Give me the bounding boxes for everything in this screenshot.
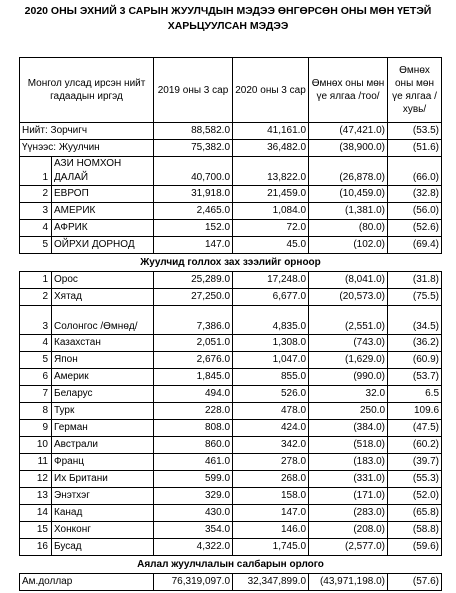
value-2019: 599.0 bbox=[154, 471, 233, 488]
row-label: Беларус bbox=[52, 386, 154, 403]
value-2019: 25,289.0 bbox=[154, 272, 233, 289]
value-percent: (34.5) bbox=[388, 306, 442, 335]
value-percent: (69.4) bbox=[388, 237, 442, 254]
value-percent: (59.6) bbox=[388, 539, 442, 556]
row-index: 4 bbox=[20, 335, 52, 352]
value-2020: 424.0 bbox=[233, 420, 309, 437]
country-row bbox=[20, 488, 442, 505]
value-2020: 158.0 bbox=[233, 488, 309, 505]
region-row bbox=[20, 157, 442, 186]
section-income bbox=[20, 556, 442, 574]
report-title bbox=[0, 0, 456, 38]
value-2019: 4,322.0 bbox=[154, 539, 233, 556]
row-label: Ам.доллар bbox=[20, 574, 154, 591]
row-label: Солонгос /Өмнөд/ bbox=[52, 306, 154, 335]
value-diff: (1,629.0) bbox=[309, 352, 388, 369]
value-diff: 32.0 bbox=[309, 386, 388, 403]
row-index: 7 bbox=[20, 386, 52, 403]
value-percent: (36.2) bbox=[388, 335, 442, 352]
row-label: Бусад bbox=[52, 539, 154, 556]
value-diff: (183.0) bbox=[309, 454, 388, 471]
value-diff: (171.0) bbox=[309, 488, 388, 505]
row-label: Үүнээс: Жуулчин bbox=[20, 140, 154, 157]
row-index: 11 bbox=[20, 454, 52, 471]
row-label: Энэтхэг bbox=[52, 488, 154, 505]
row-index: 9 bbox=[20, 420, 52, 437]
value-2020: 146.0 bbox=[233, 522, 309, 539]
value-diff: (38,900.0) bbox=[309, 140, 388, 157]
value-2019: 2,676.0 bbox=[154, 352, 233, 369]
row-index: 3 bbox=[20, 203, 52, 220]
value-2019: 2,465.0 bbox=[154, 203, 233, 220]
row-index: 8 bbox=[20, 403, 52, 420]
value-2020: 13,822.0 bbox=[233, 157, 309, 186]
value-2019: 860.0 bbox=[154, 437, 233, 454]
value-diff: (20,573.0) bbox=[309, 289, 388, 306]
row-label: Канад bbox=[52, 505, 154, 522]
row-label: Казахстан bbox=[52, 335, 154, 352]
value-2020: 268.0 bbox=[233, 471, 309, 488]
section-countries bbox=[20, 254, 442, 272]
value-diff: 250.0 bbox=[309, 403, 388, 420]
row-index: 5 bbox=[20, 237, 52, 254]
country-row bbox=[20, 471, 442, 488]
income-row bbox=[20, 574, 442, 591]
country-row bbox=[20, 289, 442, 306]
value-percent: (75.5) bbox=[388, 289, 442, 306]
row-label: Турк bbox=[52, 403, 154, 420]
value-percent: (53.5) bbox=[388, 123, 442, 140]
value-2020: 1,308.0 bbox=[233, 335, 309, 352]
value-2020: 1,745.0 bbox=[233, 539, 309, 556]
value-percent: (52.0) bbox=[388, 488, 442, 505]
row-index: 15 bbox=[20, 522, 52, 539]
value-2020: 278.0 bbox=[233, 454, 309, 471]
value-2019: 2,051.0 bbox=[154, 335, 233, 352]
region-row bbox=[20, 186, 442, 203]
region-row bbox=[20, 237, 442, 254]
value-percent: (39.7) bbox=[388, 454, 442, 471]
country-row bbox=[20, 403, 442, 420]
value-2020: 36,482.0 bbox=[233, 140, 309, 157]
value-diff: (102.0) bbox=[309, 237, 388, 254]
row-label: Хятад bbox=[52, 289, 154, 306]
row-label: Япон bbox=[52, 352, 154, 369]
value-diff: (331.0) bbox=[309, 471, 388, 488]
value-2020: 21,459.0 bbox=[233, 186, 309, 203]
value-2020: 45.0 bbox=[233, 237, 309, 254]
value-2019: 7,386.0 bbox=[154, 306, 233, 335]
region-row bbox=[20, 203, 442, 220]
row-index: 12 bbox=[20, 471, 52, 488]
value-diff: (283.0) bbox=[309, 505, 388, 522]
region-row bbox=[20, 220, 442, 237]
header-2019: 2019 оны 3 сар bbox=[154, 58, 233, 123]
row-label: Хонконг bbox=[52, 522, 154, 539]
value-diff: (518.0) bbox=[309, 437, 388, 454]
row-index: 10 bbox=[20, 437, 52, 454]
value-2020: 1,084.0 bbox=[233, 203, 309, 220]
row-label: Их Британи bbox=[52, 471, 154, 488]
table-body bbox=[20, 123, 442, 591]
value-percent: (55.3) bbox=[388, 471, 442, 488]
value-2019: 27,250.0 bbox=[154, 289, 233, 306]
row-label: Орос bbox=[52, 272, 154, 289]
section-title: Аялал жуулчлалын салбарын орлого bbox=[20, 556, 442, 574]
total-row bbox=[20, 140, 442, 157]
value-percent: (56.0) bbox=[388, 203, 442, 220]
value-2019: 228.0 bbox=[154, 403, 233, 420]
value-diff: (2,551.0) bbox=[309, 306, 388, 335]
total-row bbox=[20, 123, 442, 140]
value-percent: 109.6 bbox=[388, 403, 442, 420]
row-label: Нийт: Зорчигч bbox=[20, 123, 154, 140]
tourism-table bbox=[19, 57, 442, 591]
row-index: 16 bbox=[20, 539, 52, 556]
value-2019: 75,382.0 bbox=[154, 140, 233, 157]
row-index: 14 bbox=[20, 505, 52, 522]
value-2020: 526.0 bbox=[233, 386, 309, 403]
header-label: Монгол улсад ирсэн нийт гадаадын иргэд bbox=[20, 58, 154, 123]
value-diff: (208.0) bbox=[309, 522, 388, 539]
value-percent: (51.6) bbox=[388, 140, 442, 157]
value-2020: 478.0 bbox=[233, 403, 309, 420]
country-row bbox=[20, 335, 442, 352]
value-diff: (8,041.0) bbox=[309, 272, 388, 289]
country-row bbox=[20, 420, 442, 437]
value-2020: 6,677.0 bbox=[233, 289, 309, 306]
value-2019: 31,918.0 bbox=[154, 186, 233, 203]
value-percent: (66.0) bbox=[388, 157, 442, 186]
row-index: 6 bbox=[20, 369, 52, 386]
row-index: 1 bbox=[20, 272, 52, 289]
value-2020: 32,347,899.0 bbox=[233, 574, 309, 591]
value-2020: 41,161.0 bbox=[233, 123, 309, 140]
row-index: 3 bbox=[20, 306, 52, 335]
row-label: Герман bbox=[52, 420, 154, 437]
row-label: АМЕРИК bbox=[52, 203, 154, 220]
row-label: АФРИК bbox=[52, 220, 154, 237]
value-diff: (26,878.0) bbox=[309, 157, 388, 186]
value-2019: 1,845.0 bbox=[154, 369, 233, 386]
title-line-2: ХАРЬЦУУЛСАН МЭДЭЭ bbox=[167, 20, 289, 32]
value-2019: 329.0 bbox=[154, 488, 233, 505]
country-row bbox=[20, 539, 442, 556]
row-label: ЕВРОП bbox=[52, 186, 154, 203]
value-2020: 1,047.0 bbox=[233, 352, 309, 369]
value-2020: 72.0 bbox=[233, 220, 309, 237]
country-row bbox=[20, 386, 442, 403]
value-percent: 6.5 bbox=[388, 386, 442, 403]
country-row bbox=[20, 522, 442, 539]
value-2019: 808.0 bbox=[154, 420, 233, 437]
value-2019: 461.0 bbox=[154, 454, 233, 471]
row-label: Франц bbox=[52, 454, 154, 471]
section-title: Жуулчид голлох зах зээлийг орноор bbox=[20, 254, 442, 272]
value-2020: 147.0 bbox=[233, 505, 309, 522]
header-row bbox=[20, 58, 442, 123]
row-label: Австрали bbox=[52, 437, 154, 454]
row-index: 2 bbox=[20, 186, 52, 203]
title-line-1: 2020 ОНЫ ЭХНИЙ 3 САРЫН ЖУУЛЧДЫН МЭДЭЭ ӨНГӨРСӨН ОНЫ МӨН ҮЕТЭЙ bbox=[24, 5, 432, 17]
value-percent: (58.8) bbox=[388, 522, 442, 539]
value-percent: (65.8) bbox=[388, 505, 442, 522]
row-index: 4 bbox=[20, 220, 52, 237]
value-percent: (60.9) bbox=[388, 352, 442, 369]
header-diff-count: Өмнөх оны мөн үе ялгаа /тоо/ bbox=[309, 58, 388, 123]
value-percent: (47.5) bbox=[388, 420, 442, 437]
value-diff: (80.0) bbox=[309, 220, 388, 237]
value-2019: 494.0 bbox=[154, 386, 233, 403]
row-label: Америк bbox=[52, 369, 154, 386]
value-2019: 76,319,097.0 bbox=[154, 574, 233, 591]
value-2019: 147.0 bbox=[154, 237, 233, 254]
value-2019: 40,700.0 bbox=[154, 157, 233, 186]
value-percent: (52.6) bbox=[388, 220, 442, 237]
row-index: 5 bbox=[20, 352, 52, 369]
value-diff: (47,421.0) bbox=[309, 123, 388, 140]
value-diff: (990.0) bbox=[309, 369, 388, 386]
value-percent: (60.2) bbox=[388, 437, 442, 454]
value-2019: 152.0 bbox=[154, 220, 233, 237]
header-diff-percent: Өмнөх оны мөн үе ялгаа /хувь/ bbox=[388, 58, 442, 123]
country-row bbox=[20, 454, 442, 471]
row-index: 13 bbox=[20, 488, 52, 505]
value-diff: (384.0) bbox=[309, 420, 388, 437]
row-index: 1 bbox=[20, 157, 52, 186]
value-diff: (743.0) bbox=[309, 335, 388, 352]
country-row bbox=[20, 505, 442, 522]
value-percent: (31.8) bbox=[388, 272, 442, 289]
row-label: ОЙРХИ ДОРНОД bbox=[52, 237, 154, 254]
value-2019: 430.0 bbox=[154, 505, 233, 522]
value-diff: (1,381.0) bbox=[309, 203, 388, 220]
value-2020: 855.0 bbox=[233, 369, 309, 386]
value-2019: 88,582.0 bbox=[154, 123, 233, 140]
country-row bbox=[20, 272, 442, 289]
value-percent: (53.7) bbox=[388, 369, 442, 386]
value-2020: 17,248.0 bbox=[233, 272, 309, 289]
value-diff: (2,577.0) bbox=[309, 539, 388, 556]
country-row bbox=[20, 437, 442, 454]
row-index: 2 bbox=[20, 289, 52, 306]
header-2020: 2020 оны 3 сар bbox=[233, 58, 309, 123]
country-row bbox=[20, 369, 442, 386]
value-percent: (57.6) bbox=[388, 574, 442, 591]
value-percent: (32.8) bbox=[388, 186, 442, 203]
country-row bbox=[20, 306, 442, 335]
value-2020: 4,835.0 bbox=[233, 306, 309, 335]
value-2019: 354.0 bbox=[154, 522, 233, 539]
value-diff: (43,971,198.0) bbox=[309, 574, 388, 591]
value-diff: (10,459.0) bbox=[309, 186, 388, 203]
value-2020: 342.0 bbox=[233, 437, 309, 454]
row-label: АЗИ НОМХОН ДАЛАЙ bbox=[52, 157, 154, 186]
country-row bbox=[20, 352, 442, 369]
